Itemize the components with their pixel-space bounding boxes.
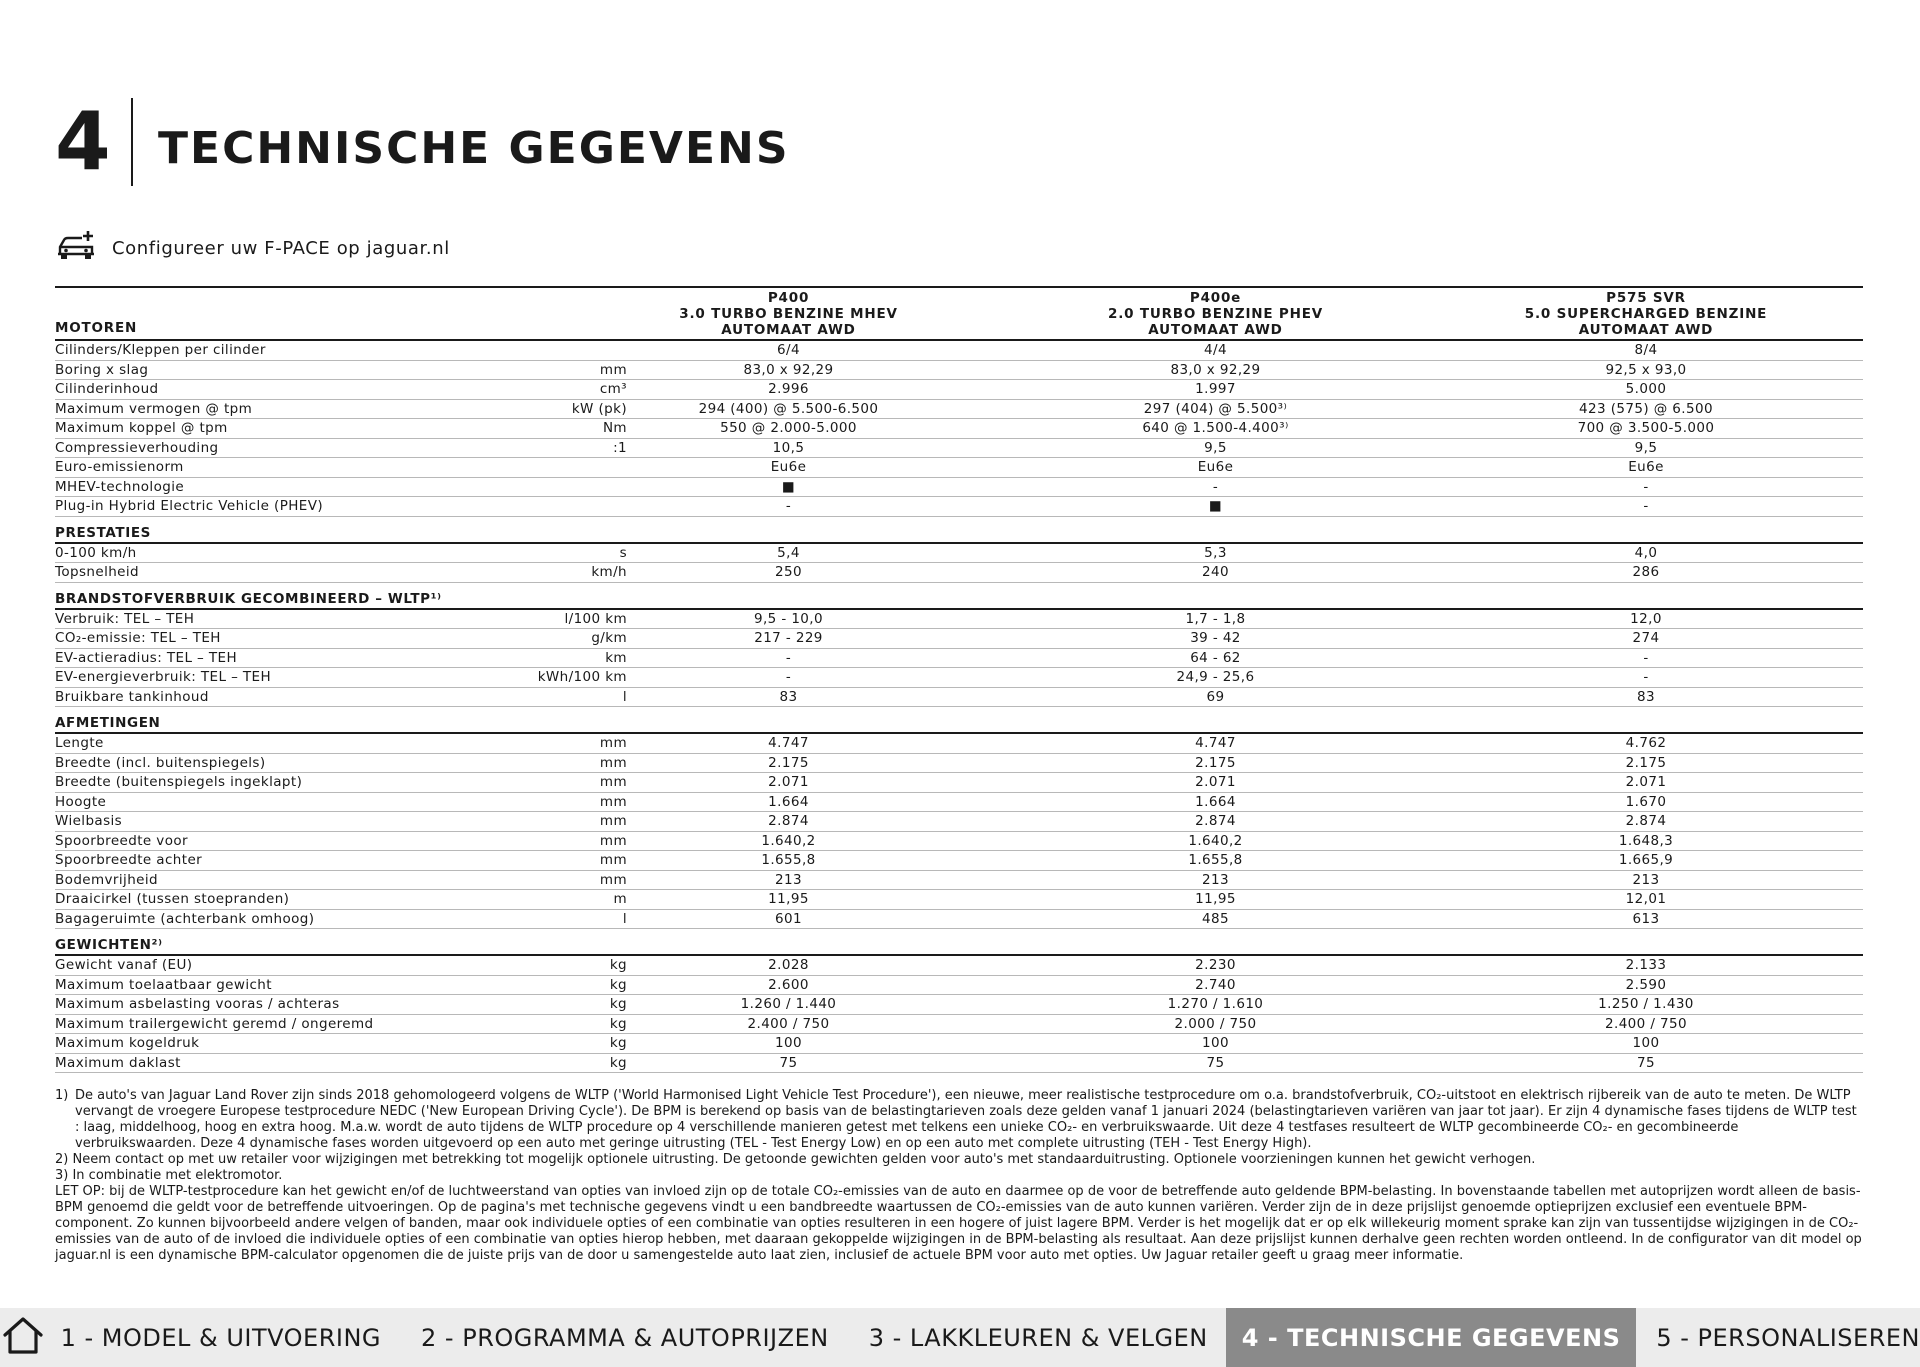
row-label: Boring x slag bbox=[55, 361, 149, 378]
row-unit: kg bbox=[609, 996, 627, 1012]
row-unit: mm bbox=[599, 871, 627, 888]
table-row bbox=[55, 610, 1863, 630]
row-unit: kg bbox=[609, 1015, 627, 1032]
row-label: 0-100 km/h bbox=[55, 544, 137, 561]
value-cell: 9,5 bbox=[1204, 439, 1227, 456]
row-label-cell bbox=[55, 458, 575, 477]
row-unit bbox=[477, 458, 627, 477]
row-label: Gewicht vanaf (EU) bbox=[55, 957, 193, 973]
table-header bbox=[55, 288, 1863, 341]
table-row bbox=[55, 1034, 1863, 1054]
row-label: Hoogte bbox=[55, 793, 107, 810]
value-cell: 83,0 x 92,29 bbox=[1170, 361, 1261, 378]
model-name: P575 SVR bbox=[1606, 290, 1686, 306]
table-row bbox=[55, 688, 1863, 708]
row-unit: mm bbox=[599, 774, 627, 790]
row-label: Spoorbreedte achter bbox=[55, 852, 203, 868]
table-row bbox=[55, 1054, 1863, 1074]
nav-programma-autoprijzen[interactable]: 2 - PROGRAMMA & AUTOPRIJZEN bbox=[421, 1323, 829, 1352]
row-label-cell bbox=[55, 668, 627, 687]
row-label: Plug-in Hybrid Electric Vehicle (PHEV) bbox=[55, 498, 324, 514]
value-cell: Eu6e bbox=[770, 459, 807, 475]
value-cell: 1,7 - 1,8 bbox=[1185, 610, 1246, 627]
row-label: MHEV-technologie bbox=[55, 478, 185, 495]
value-cell: - bbox=[785, 498, 792, 514]
row-label-cell bbox=[55, 773, 627, 792]
table-row bbox=[55, 380, 1863, 400]
row-label-cell bbox=[55, 812, 627, 831]
table-row bbox=[55, 890, 1863, 910]
model-header-p400e bbox=[1002, 288, 1429, 339]
nav-technische-gegevens[interactable]: 4 - TECHNISCHE GEGEVENS bbox=[1226, 1308, 1637, 1367]
value-cell: 2.175 bbox=[1195, 754, 1236, 771]
table-row bbox=[55, 439, 1863, 459]
value-cell: 8/4 bbox=[1634, 342, 1658, 358]
nav-model-uitvoering[interactable]: 1 - MODEL & UITVOERING bbox=[60, 1323, 382, 1352]
configurator-label[interactable]: Configureer uw F-PACE op jaguar.nl bbox=[112, 237, 450, 259]
value-cell: 1.655,8 bbox=[761, 852, 816, 868]
model-transmission: AUTOMAAT AWD bbox=[1148, 322, 1283, 338]
value-cell: 2.590 bbox=[1625, 976, 1667, 993]
row-label-cell bbox=[55, 851, 627, 870]
spec-table bbox=[55, 286, 1863, 1073]
model-engine: 2.0 TURBO BENZINE PHEV bbox=[1108, 306, 1323, 322]
value-cell: 9,5 bbox=[1634, 439, 1658, 456]
row-unit: mm bbox=[599, 361, 627, 378]
value-cell: 9,5 - 10,0 bbox=[754, 610, 823, 627]
configurator-link[interactable] bbox=[55, 230, 450, 266]
value-cell: 11,95 bbox=[1195, 891, 1236, 907]
table-row bbox=[55, 1015, 1863, 1035]
row-label: Bagageruimte (achterbank omhoog) bbox=[55, 910, 315, 927]
value-cell: 550 @ 2.000-5.000 bbox=[720, 420, 857, 436]
row-label-cell bbox=[55, 754, 627, 773]
value-cell: 75 bbox=[1637, 1054, 1655, 1071]
row-label-cell bbox=[55, 563, 627, 582]
value-cell: 2.996 bbox=[768, 381, 809, 397]
value-cell: 1.670 bbox=[1625, 793, 1667, 810]
model-transmission: AUTOMAAT AWD bbox=[1578, 322, 1714, 338]
row-label: Breedte (buitenspiegels ingeklapt) bbox=[55, 774, 303, 790]
row-label-cell bbox=[55, 793, 627, 812]
model-name: P400 bbox=[767, 290, 810, 306]
value-cell: 700 @ 3.500-5.000 bbox=[1577, 420, 1715, 436]
value-cell: 213 bbox=[775, 871, 802, 888]
row-unit: l bbox=[622, 688, 627, 705]
row-unit: kg bbox=[609, 1035, 627, 1051]
row-label-cell bbox=[55, 734, 627, 753]
row-label-cell bbox=[55, 1015, 627, 1034]
value-cell: 10,5 bbox=[772, 439, 805, 456]
value-cell: 5.000 bbox=[1625, 381, 1667, 397]
value-cell: 240 bbox=[1202, 564, 1229, 580]
row-unit bbox=[477, 478, 627, 497]
row-unit: mm bbox=[599, 793, 627, 810]
row-label-cell bbox=[55, 910, 627, 929]
row-label: Maximum toelaatbaar gewicht bbox=[55, 976, 272, 993]
value-cell: - bbox=[1643, 478, 1649, 495]
table-row bbox=[55, 629, 1863, 649]
row-unit: mm bbox=[599, 852, 627, 868]
row-label-cell bbox=[55, 995, 627, 1014]
row-label: Topsnelheid bbox=[55, 564, 140, 580]
row-label-cell bbox=[55, 649, 627, 668]
value-cell: 75 bbox=[1206, 1054, 1225, 1071]
row-label: Breedte (incl. buitenspiegels) bbox=[55, 754, 266, 771]
value-cell: 12,01 bbox=[1625, 891, 1667, 907]
table-row bbox=[55, 341, 1863, 361]
row-label: Maximum asbelasting vooras / achteras bbox=[55, 996, 340, 1012]
value-cell: 613 bbox=[1632, 910, 1660, 927]
value-cell: 69 bbox=[1206, 688, 1225, 705]
model-header-p575-svr bbox=[1429, 288, 1863, 339]
row-label-cell bbox=[55, 688, 627, 707]
table-row bbox=[55, 668, 1863, 688]
value-cell: 2.071 bbox=[1625, 774, 1667, 790]
value-cell: 2.000 / 750 bbox=[1174, 1015, 1257, 1032]
section-title: GEWICHTEN²⁾ bbox=[55, 936, 1863, 956]
value-cell: 2.874 bbox=[1195, 813, 1236, 829]
value-cell: 2.028 bbox=[768, 957, 809, 973]
model-header-p400 bbox=[575, 288, 1002, 339]
value-cell: 1.250 / 1.430 bbox=[1598, 996, 1694, 1012]
row-label: CO₂-emissie: TEL – TEH bbox=[55, 630, 221, 646]
value-cell: 83,0 x 92,29 bbox=[743, 361, 834, 378]
value-cell: 100 bbox=[1632, 1035, 1660, 1051]
row-unit: mm bbox=[599, 832, 627, 849]
section-title: AFMETINGEN bbox=[55, 714, 1863, 734]
model-engine: 3.0 TURBO BENZINE MHEV bbox=[679, 306, 898, 322]
row-label-cell bbox=[55, 832, 627, 851]
value-cell: 1.665,9 bbox=[1618, 852, 1674, 868]
row-unit: m bbox=[613, 891, 627, 907]
value-cell: 100 bbox=[775, 1035, 802, 1051]
value-cell: Eu6e bbox=[1628, 459, 1664, 475]
row-unit: kg bbox=[609, 1054, 627, 1071]
row-unit: kW (pk) bbox=[571, 400, 627, 417]
table-row bbox=[55, 910, 1863, 930]
value-cell: 1.655,8 bbox=[1188, 852, 1243, 868]
row-unit: kWh/100 km bbox=[537, 669, 627, 685]
row-unit: :1 bbox=[613, 439, 627, 456]
value-cell: ■ bbox=[1208, 498, 1223, 514]
row-label: Euro-emissienorm bbox=[55, 459, 184, 475]
table-row bbox=[55, 478, 1863, 498]
row-unit bbox=[477, 497, 627, 516]
table-row bbox=[55, 832, 1863, 852]
row-label: Lengte bbox=[55, 735, 104, 751]
row-unit: cm³ bbox=[599, 381, 627, 397]
table-row bbox=[55, 458, 1863, 478]
table-row bbox=[55, 956, 1863, 976]
value-cell: 294 (400) @ 5.500-6.500 bbox=[698, 400, 879, 417]
row-label-cell bbox=[55, 629, 627, 648]
value-cell: 92,5 x 93,0 bbox=[1605, 361, 1687, 378]
value-cell: 2.133 bbox=[1625, 957, 1667, 973]
value-cell: 250 bbox=[775, 564, 802, 580]
footnote-2: 2) Neem contact op met uw retailer voor wijzigingen met betrekking tot mogelijk optionele uitrusting. De getoonde gewichten gelden voor auto's met standaarduitrusting. Optionele voorzieningen kunnen het gewicht verhogen. bbox=[55, 1152, 1536, 1167]
row-unit: Nm bbox=[602, 420, 627, 436]
row-label: EV-actieradius: TEL – TEH bbox=[55, 649, 238, 666]
row-label-cell bbox=[55, 1054, 627, 1073]
value-cell: 24,9 - 25,6 bbox=[1176, 669, 1255, 685]
value-cell: 1.260 / 1.440 bbox=[740, 996, 837, 1012]
table-body bbox=[55, 341, 1863, 1073]
row-label: Wielbasis bbox=[55, 813, 123, 829]
value-cell: 2.600 bbox=[768, 976, 809, 993]
value-cell: 601 bbox=[775, 910, 802, 927]
value-cell: 1.270 / 1.610 bbox=[1167, 996, 1264, 1012]
footnotes bbox=[55, 1088, 1863, 1264]
table-row bbox=[55, 976, 1863, 996]
row-label-cell bbox=[55, 544, 627, 563]
row-unit: kg bbox=[609, 976, 627, 993]
table-row bbox=[55, 851, 1863, 871]
row-label: Verbruik: TEL – TEH bbox=[55, 610, 195, 627]
model-engine: 5.0 SUPERCHARGED BENZINE bbox=[1524, 306, 1768, 322]
value-cell: - bbox=[1643, 649, 1649, 666]
value-cell: 286 bbox=[1632, 564, 1660, 580]
row-unit: km/h bbox=[591, 564, 627, 580]
row-label: Maximum vermogen @ tpm bbox=[55, 400, 253, 417]
value-cell: 1.664 bbox=[1195, 793, 1236, 810]
table-row bbox=[55, 995, 1863, 1015]
car-plus-icon bbox=[55, 228, 97, 269]
row-label-cell bbox=[55, 890, 627, 909]
value-cell: 640 @ 1.500-4.400³⁾ bbox=[1142, 420, 1289, 436]
value-cell: 2.400 / 750 bbox=[747, 1015, 830, 1032]
page-title: TECHNISCHE GEGEVENS bbox=[158, 122, 790, 174]
value-cell: 83 bbox=[779, 688, 798, 705]
table-row bbox=[55, 400, 1863, 420]
chapter-number: 4 bbox=[55, 95, 111, 188]
home-icon bbox=[1, 1315, 45, 1360]
row-label-cell bbox=[55, 1034, 627, 1053]
value-cell: 1.648,3 bbox=[1618, 832, 1674, 849]
row-unit bbox=[477, 341, 627, 360]
value-cell: 2.874 bbox=[1625, 813, 1667, 829]
value-cell: 2.740 bbox=[1195, 976, 1236, 993]
value-cell: 2.400 / 750 bbox=[1605, 1015, 1687, 1032]
value-cell: ■ bbox=[781, 478, 796, 495]
value-cell: - bbox=[1643, 669, 1649, 685]
value-cell: Eu6e bbox=[1197, 459, 1234, 475]
section-title: PRESTATIES bbox=[55, 524, 1863, 544]
value-cell: 75 bbox=[779, 1054, 798, 1071]
model-name: P400e bbox=[1189, 290, 1242, 306]
row-unit: l bbox=[622, 910, 627, 927]
table-row bbox=[55, 754, 1863, 774]
row-unit: km bbox=[605, 649, 627, 666]
value-cell: 423 (575) @ 6.500 bbox=[1579, 400, 1713, 417]
row-label-cell bbox=[55, 419, 627, 438]
bottom-navigation bbox=[0, 1308, 1920, 1367]
row-label-cell bbox=[55, 380, 627, 399]
row-label: Maximum koppel @ tpm bbox=[55, 420, 228, 436]
table-row bbox=[55, 871, 1863, 891]
value-cell: 12,0 bbox=[1630, 610, 1662, 627]
value-cell: 1.997 bbox=[1195, 381, 1236, 397]
value-cell: - bbox=[785, 649, 792, 666]
footnote-text: De auto's van Jaguar Land Rover zijn sinds 2018 gehomologeerd volgens de WLTP ('World Harmonised Light Vehicle Test Procedure'), een nieuwe, meer realistische testprocedure om o.a. brandstofverbruik, CO₂-uitstoot en elektrisch rijbereik van de auto te meten. De WLTP vervangt de vroegere Europese testprocedure NEDC ('New European Driving Cycle'). De BPM is berekend op basis van de belastingtarieven zoals deze gelden vanaf 1 januari 2024 (belastingtarieven variëren van jaar tot jaar). Er zijn 4 dynamische fases tijdens de WLTP test : laag, middelhoog, hoog en extra hoog. M.a.w. wordt de auto tijdens de WLTP procedure op 4 verschillende manieren getest met telkens een unieke CO₂- en verbruikswaarde. Uit deze 4 testfases resulteert de WLTP gecombineerde CO₂- en gecombineerde verbruikswaarden. Deze 4 dynamische fases worden uitgevoerd op een auto met geringe uitrusting (TEL - Test Energy Low) en op een auto met complete uitrusting (TEH - Test Energy High). bbox=[75, 1088, 1857, 1151]
value-cell: 213 bbox=[1202, 871, 1229, 888]
table-row bbox=[55, 793, 1863, 813]
table-row bbox=[55, 734, 1863, 754]
value-cell: 4.762 bbox=[1625, 735, 1667, 751]
value-cell: - bbox=[1643, 498, 1649, 514]
row-label: EV-energieverbruik: TEL – TEH bbox=[55, 669, 272, 685]
row-unit: mm bbox=[599, 735, 627, 751]
page-header bbox=[55, 95, 790, 188]
value-cell: 4/4 bbox=[1204, 342, 1227, 358]
value-cell: 64 - 62 bbox=[1190, 649, 1241, 666]
table-row bbox=[55, 812, 1863, 832]
row-label-cell bbox=[55, 341, 575, 360]
row-label: Cilinderinhoud bbox=[55, 381, 159, 397]
row-label-cell bbox=[55, 610, 627, 629]
table-row bbox=[55, 563, 1863, 583]
row-label: Compressieverhouding bbox=[55, 439, 219, 456]
row-label: Maximum daklast bbox=[55, 1054, 181, 1071]
value-cell: 4.747 bbox=[1195, 735, 1236, 751]
value-cell: 1.664 bbox=[768, 793, 809, 810]
value-cell: 485 bbox=[1202, 910, 1229, 927]
value-cell: 2.071 bbox=[768, 774, 809, 790]
value-cell: 2.175 bbox=[768, 754, 809, 771]
table-row bbox=[55, 361, 1863, 381]
value-cell: 4,0 bbox=[1634, 544, 1658, 561]
value-cell: 100 bbox=[1202, 1035, 1229, 1051]
value-cell: 274 bbox=[1632, 630, 1660, 646]
row-unit: kg bbox=[609, 957, 627, 973]
row-label: Cilinders/Kleppen per cilinder bbox=[55, 342, 266, 358]
row-unit: g/km bbox=[591, 630, 627, 646]
row-label: Bruikbare tankinhoud bbox=[55, 688, 209, 705]
value-cell: 1.640,2 bbox=[1188, 832, 1243, 849]
footnote-3: 3) In combinatie met elektromotor. bbox=[55, 1168, 283, 1183]
table-row bbox=[55, 497, 1863, 517]
nav-lakkleuren-velgen[interactable]: 3 - LAKKLEUREN & VELGEN bbox=[868, 1323, 1208, 1352]
section-title-motoren: MOTOREN bbox=[55, 320, 138, 336]
table-row bbox=[55, 419, 1863, 439]
value-cell: 1.640,2 bbox=[761, 832, 816, 849]
value-cell: - bbox=[785, 669, 792, 685]
row-unit: mm bbox=[599, 754, 627, 771]
row-label: Bodemvrijheid bbox=[55, 871, 158, 888]
value-cell: 6/4 bbox=[777, 342, 800, 358]
row-unit: s bbox=[619, 544, 627, 561]
value-cell: 11,95 bbox=[768, 891, 809, 907]
value-cell: 4.747 bbox=[768, 735, 809, 751]
table-row bbox=[55, 649, 1863, 669]
footnote-number: 1) bbox=[55, 1088, 69, 1103]
value-cell: 213 bbox=[1632, 871, 1660, 888]
section-title: BRANDSTOFVERBRUIK GECOMBINEERD – WLTP¹⁾ bbox=[55, 590, 1863, 610]
table-row bbox=[55, 773, 1863, 793]
row-label-cell bbox=[55, 976, 627, 995]
value-cell: 2.230 bbox=[1195, 957, 1236, 973]
row-label-cell bbox=[55, 361, 627, 380]
row-label-cell bbox=[55, 956, 627, 975]
nav-personaliseren[interactable]: 5 - PERSONALISEREN bbox=[1656, 1323, 1920, 1352]
value-cell: 297 (404) @ 5.500³⁾ bbox=[1143, 400, 1288, 417]
row-label-cell bbox=[55, 497, 575, 516]
row-label: Maximum kogeldruk bbox=[55, 1035, 200, 1051]
row-label-cell bbox=[55, 478, 575, 497]
value-cell: 5,3 bbox=[1204, 544, 1227, 561]
value-cell: 2.071 bbox=[1195, 774, 1236, 790]
row-unit: l/100 km bbox=[564, 610, 627, 627]
value-cell: 39 - 42 bbox=[1190, 630, 1241, 646]
footnote-1 bbox=[55, 1088, 1863, 1152]
value-cell: 2.874 bbox=[768, 813, 809, 829]
row-label-cell bbox=[55, 400, 627, 419]
value-cell: - bbox=[1212, 478, 1219, 495]
row-label: Maximum trailergewicht geremd / ongeremd bbox=[55, 1015, 374, 1032]
row-label: Draaicirkel (tussen stoepranden) bbox=[55, 891, 290, 907]
value-cell: 83 bbox=[1637, 688, 1655, 705]
disclaimer-note: LET OP: bij de WLTP-testprocedure kan het gewicht en/of de luchtweerstand van opties van invloed zijn op de totale CO₂-emissies van de auto en daarmee op de voor de betreffende auto geldende BPM-belasting. In bovenstaande tabellen met autoprijzen wordt alleen de basis-BPM genoemd die geldt voor de betreffende uitvoeringen. Op de pagina's met technische gegevens vindt u een bandbreedte waartussen de CO₂-emissies van de auto kunnen variëren. Verder zijn de in deze prijslijst genoemde optieprijzen exclusief een eventuele BPM-component. Zo kunnen bijvoorbeeld andere velgen of banden, maar ook individuele opties of een combinatie van opties resulteren in een hogere of juist lagere BPM. Verder is het mogelijk dat er op elk willekeurig moment sprake kan zijn van tussentijdse wijzigingen in de CO₂-emissies van de auto of de invloed die individuele opties of een combinatie van opties hierop hebben, met daaraan gekoppelde wijzigingen in de BPM-belasting als resultaat. Aan deze prijslijst kunnen derhalve geen rechten worden ontleend. In de configurator van dit model op jaguar.nl is een dynamische BPM-calculator opgenomen die de juiste prijs van de door u samengestelde auto laat zien, inclusief de actuele BPM voor auto met opties. Uw Jaguar retailer geeft u graag meer informatie. bbox=[55, 1184, 1862, 1263]
model-transmission: AUTOMAAT AWD bbox=[721, 322, 856, 338]
value-cell: 217 - 229 bbox=[754, 630, 823, 646]
row-label-cell bbox=[55, 871, 627, 890]
value-cell: 2.175 bbox=[1625, 754, 1667, 771]
row-label-cell bbox=[55, 439, 627, 458]
home-button[interactable] bbox=[0, 1308, 47, 1367]
row-label: Spoorbreedte voor bbox=[55, 832, 188, 849]
row-unit: mm bbox=[599, 813, 627, 829]
value-cell: 5,4 bbox=[777, 544, 800, 561]
header-divider bbox=[131, 98, 133, 186]
table-row bbox=[55, 544, 1863, 564]
